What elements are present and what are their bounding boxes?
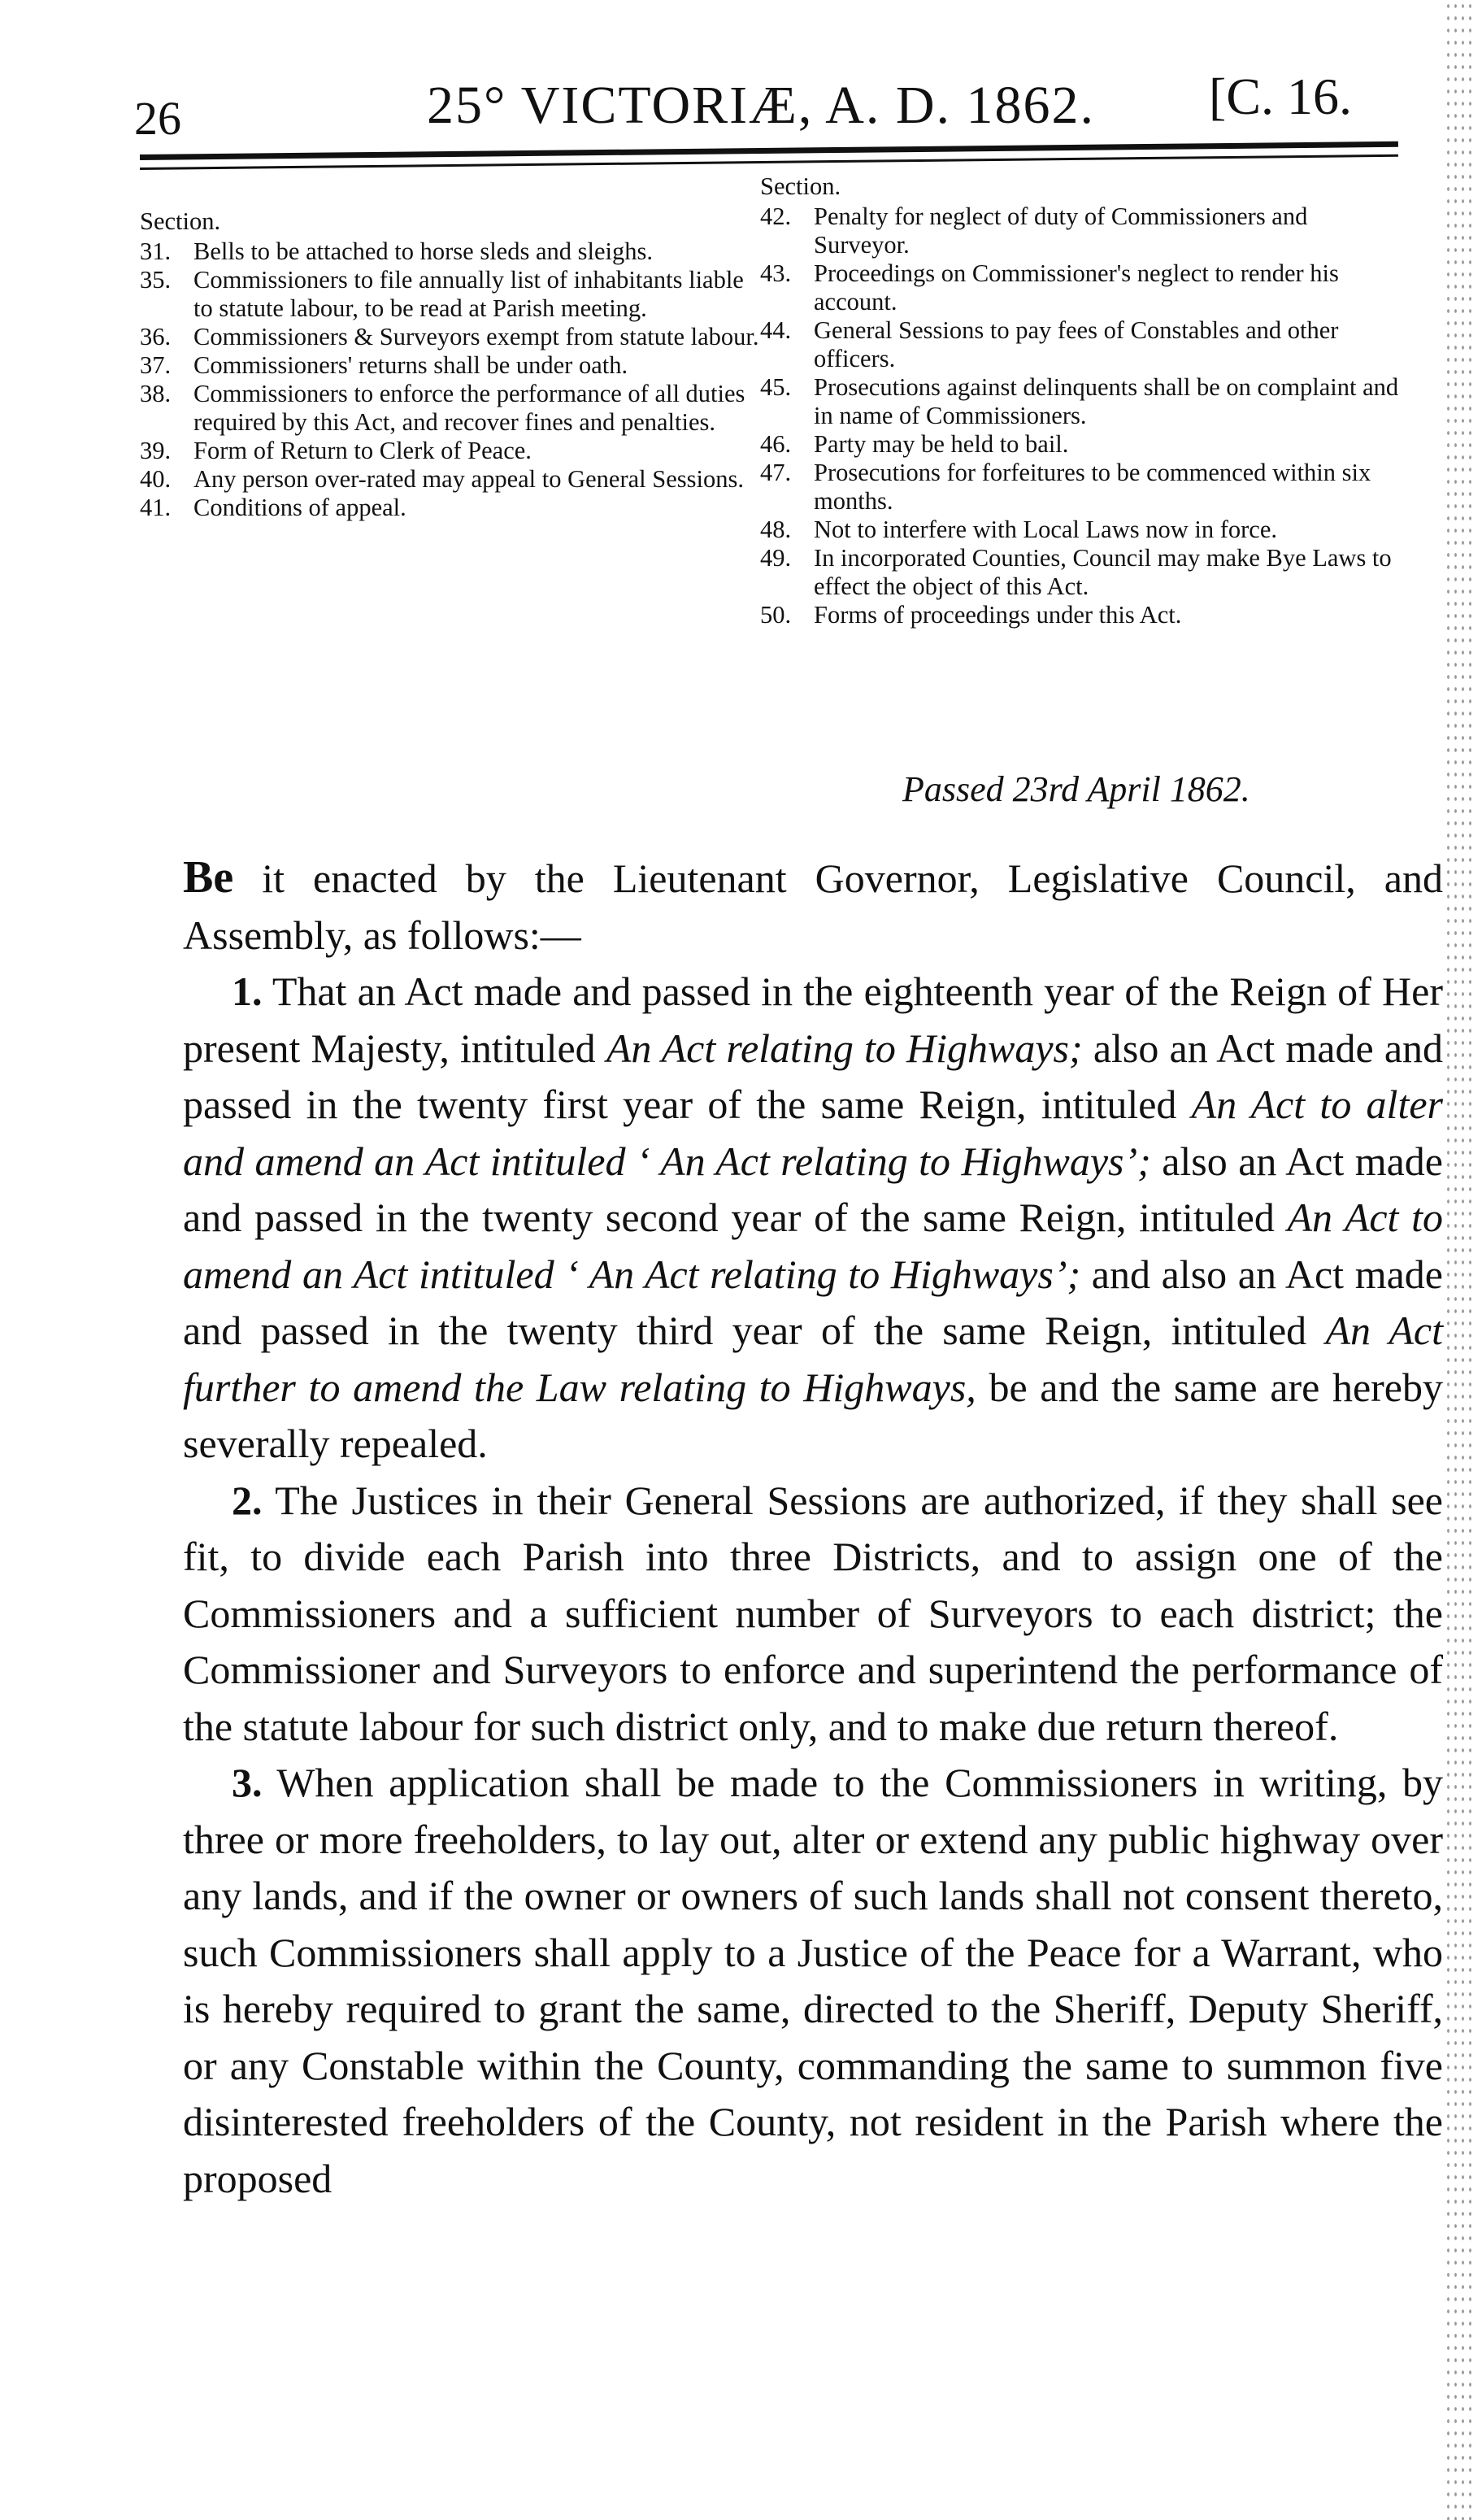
index-entry-text: Proceedings on Commissioner's neglect to render his account.	[814, 259, 1339, 316]
act-title: An Act to alter and amend an Act intituled ‘ An Act relating to Highways’;	[183, 1082, 1443, 1184]
index-entry-text: Penalty for neglect of duty of Commissioners and Surveyor.	[814, 202, 1308, 259]
index-entry-number: 31.	[140, 237, 172, 265]
chapter-reference: [C. 16.	[1209, 67, 1352, 125]
index-entry	[140, 494, 766, 522]
index-entry-number: 42.	[760, 202, 792, 230]
section-text: also an Act made and passed in the twenty second year of the same Reign, intituled	[183, 1138, 1443, 1240]
act-title: An Act relating to Highways;	[606, 1025, 1083, 1071]
page-number: 26	[134, 92, 181, 145]
section-text: and also an Act made and passed in the twenty third year of the same Reign, intituled	[183, 1251, 1443, 1353]
index-entry-number: 36.	[140, 323, 172, 350]
enacting-text: it enacted by the Lieutenant Governor, Legislative Council, and Assembly, as follows:—	[183, 855, 1443, 958]
passed-date: Passed 23rd April 1862.	[902, 769, 1250, 809]
section-text: be and the same are hereby severally repealed.	[183, 1364, 1443, 1466]
section-text: When application shall be made to the Commissioners in writing, by three or more freeholders, to lay out, alter or extend any public highway over any lands, and if the owner or owners of such lands shall not consent thereto, such Commissioners shall apply to a Justice of the Peace for a Warrant, who is hereby required to grant the same, directed to the Sheriff, Deputy Sheriff, or any Constable within the County, commanding the same to summon five disinterested freeholders of the County, not resident in the Parish where the proposed	[183, 1760, 1443, 2201]
index-entry-number: 39.	[140, 437, 172, 464]
index-entry-text: Commissioners to enforce the performance of all duties required by this Act, and recover fines and penalties.	[193, 380, 745, 436]
index-entry-number: 41.	[140, 494, 172, 521]
index-entry	[760, 259, 1402, 316]
index-entry-text: Prosecutions against delinquents shall be on complaint and in name of Commissioners.	[814, 373, 1399, 429]
index-entry	[760, 601, 1402, 629]
index-entry-number: 49.	[760, 544, 792, 572]
act-title: An Act to amend an Act intituled ‘ An Act relating to Highways’;	[183, 1195, 1444, 1297]
index-entry-text: Prosecutions for forfeitures to be commenced within six months.	[814, 459, 1371, 515]
index-entry	[760, 459, 1402, 516]
index-entry-number: 46.	[760, 430, 792, 458]
index-entry	[760, 373, 1402, 430]
section-3	[183, 1755, 1443, 2207]
section-number: 3.	[232, 1760, 263, 1805]
index-entry-text: Commissioners & Surveyors exempt from statute labour.	[193, 323, 759, 350]
index-entry-text: Party may be held to bail.	[814, 430, 1069, 458]
section-text: The Justices in their General Sessions are authorized, if they shall see fit, to divide each Parish into three Districts, and to assign one of the Commissioners and a sufficient number of Surveyors to each district; the Commissioner and Surveyors to enforce and superintend the performance of the statute labour for such district only, and to make due return thereof.	[183, 1477, 1443, 1749]
index-entry-number: 40.	[140, 465, 172, 493]
index-entry-text: Not to interfere with Local Laws now in force.	[814, 516, 1277, 543]
index-entry-text: Conditions of appeal.	[193, 494, 406, 521]
enacting-clause	[183, 850, 1443, 964]
index-entry-number: 47.	[760, 459, 792, 486]
index-entry	[760, 430, 1402, 459]
enacting-initial: Be	[183, 852, 234, 903]
section-text: That an Act made and passed in the eighteenth year of the Reign of Her present Majesty, intituled	[183, 968, 1443, 1071]
index-entry-number: 35.	[140, 266, 172, 294]
index-entry-number: 43.	[760, 259, 792, 287]
index-entry-number: 48.	[760, 516, 792, 543]
page-header	[134, 59, 1394, 148]
section-index-left	[140, 207, 766, 522]
section-index-heading: Section.	[760, 172, 841, 200]
index-entry-text: Bells to be attached to horse sleds and sleighs.	[193, 237, 653, 265]
index-entry-number: 37.	[140, 351, 172, 379]
section-1	[183, 964, 1443, 1473]
section-number: 2.	[232, 1477, 263, 1523]
index-entry	[760, 316, 1402, 373]
index-entry	[760, 202, 1402, 259]
index-entry	[760, 516, 1402, 544]
index-entry-number: 38.	[140, 380, 172, 407]
index-entry-text: Any person over-rated may appeal to General Sessions.	[193, 465, 744, 493]
running-title: 25° VICTORIÆ, A. D. 1862.	[427, 76, 1096, 135]
section-text: also an Act made and passed in the twenty first year of the same Reign, intituled	[183, 1025, 1444, 1127]
index-entry	[140, 380, 766, 437]
section-number: 1.	[232, 968, 263, 1014]
act-body	[183, 850, 1443, 2207]
index-entry	[140, 237, 766, 266]
index-entry-text: In incorporated Counties, Council may make Bye Laws to effect the object of this Act.	[814, 544, 1392, 600]
index-entry-number: 45.	[760, 373, 792, 401]
index-entry-number: 44.	[760, 316, 792, 344]
index-entry-text: Form of Return to Clerk of Peace.	[193, 437, 532, 464]
index-entry	[140, 437, 766, 465]
index-entry-text: Commissioners' returns shall be under oath.	[193, 351, 628, 379]
index-entry	[140, 351, 766, 380]
index-entry	[760, 544, 1402, 601]
index-entry	[140, 323, 766, 351]
section-index-right	[760, 172, 1402, 629]
section-2	[183, 1473, 1443, 1756]
page-edge-marks	[1445, 0, 1474, 2520]
index-entry	[140, 465, 766, 494]
index-entry-text: General Sessions to pay fees of Constables and other officers.	[814, 316, 1339, 372]
index-entry	[140, 266, 766, 323]
index-entry-number: 50.	[760, 601, 792, 629]
index-entry-text: Commissioners to file annually list of inhabitants liable to statute labour, to be read at Parish meeting.	[193, 266, 744, 322]
act-title: An Act further to amend the Law relating to Highways,	[183, 1308, 1443, 1410]
index-entry-text: Forms of proceedings under this Act.	[814, 601, 1182, 629]
section-index-heading: Section.	[140, 207, 221, 235]
